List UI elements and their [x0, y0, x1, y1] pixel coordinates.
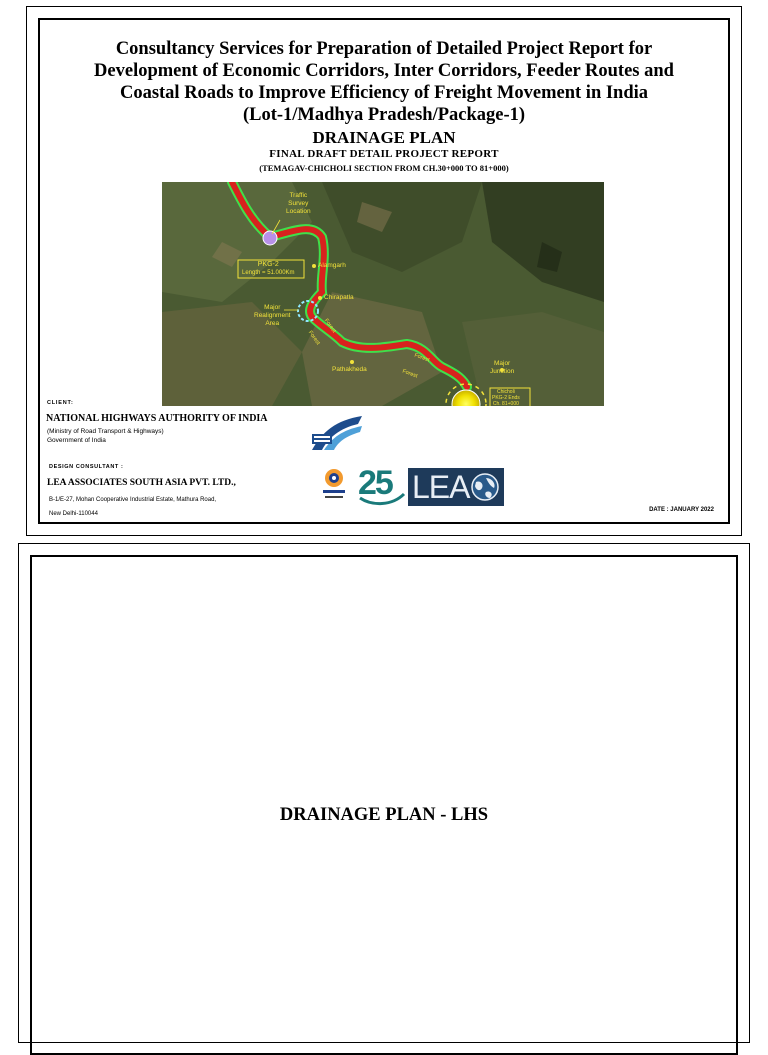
alamgarh-label: Alamgarh — [318, 262, 346, 269]
drainage-plan-heading: DRAINAGE PLAN — [312, 128, 456, 147]
forest-label-3: Forest — [413, 352, 431, 364]
cover-page — [26, 6, 742, 536]
lea-25-years-logo: 25 — [358, 464, 406, 506]
traffic-survey-label: Traffic Survey Location — [286, 192, 311, 215]
traffic-survey-marker — [263, 231, 277, 245]
satellite-map-image — [162, 182, 604, 406]
chirapatla-label: Chirapatla — [324, 294, 354, 301]
consultant-address-1: B-1/E-27, Mohan Cooperative Industrial Estate, Mathura Road, — [49, 497, 217, 503]
second-page-frame — [30, 555, 738, 1055]
chicholi-label: Chicholi PKG-2 Ends Ch. 81+000 — [492, 389, 520, 406]
nhai-logo — [308, 412, 364, 452]
title-line-1: Consultancy Services for Preparation of Detailed Project Report for — [115, 39, 653, 59]
lea-logo: LEA — [408, 468, 504, 506]
bharatmala-logo — [318, 466, 350, 506]
section-range: (TEMAGAV-CHICHOLI SECTION FROM CH.30+000 TO 81+000) — [259, 163, 509, 173]
major-junction-label: Major Junction — [490, 360, 515, 375]
title-line-4: (Lot-1/Madhya Pradesh/Package-1) — [242, 105, 526, 125]
client-government: Government of India — [47, 437, 106, 444]
second-page — [18, 543, 750, 1043]
forest-label-1: Forest — [322, 317, 337, 335]
consultant-address-2: New Delhi-110044 — [49, 511, 98, 517]
forest-label-2: Forest — [306, 329, 321, 347]
consultant-name: LEA ASSOCIATES SOUTH ASIA PVT. LTD., — [47, 478, 236, 488]
design-consultant-label: DESIGN CONSULTANT : — [49, 464, 124, 470]
route-map — [162, 182, 604, 406]
cover-frame — [38, 18, 730, 524]
major-realignment-label: Major Realignment Area — [254, 304, 291, 327]
pkg-label: PKG-2 Length = 51.000Km — [242, 261, 295, 276]
report-type: FINAL DRAFT DETAIL PROJECT REPORT — [269, 148, 499, 160]
client-label: CLIENT: — [47, 400, 74, 406]
title-line-2: Development of Economic Corridors, Inter Corridors, Feeder Routes and — [94, 61, 674, 81]
pathakheda-dot — [350, 360, 354, 364]
title-line-3: Coastal Roads to Improve Efficiency of Freight Movement in India — [119, 83, 649, 103]
alamgarh-dot — [312, 264, 316, 268]
chirapatla-dot — [318, 296, 322, 300]
drainage-plan-lhs-title: DRAINAGE PLAN - LHS — [279, 805, 489, 825]
client-name: NATIONAL HIGHWAYS AUTHORITY OF INDIA — [46, 413, 268, 424]
forest-label-4: Forest — [401, 368, 419, 380]
pathakheda-label: Pathakheda — [332, 366, 367, 373]
client-ministry: (Ministry of Road Transport & Highways) — [47, 428, 164, 435]
cover-title — [40, 38, 728, 126]
date-label: DATE : JANUARY 2022 — [649, 507, 714, 513]
